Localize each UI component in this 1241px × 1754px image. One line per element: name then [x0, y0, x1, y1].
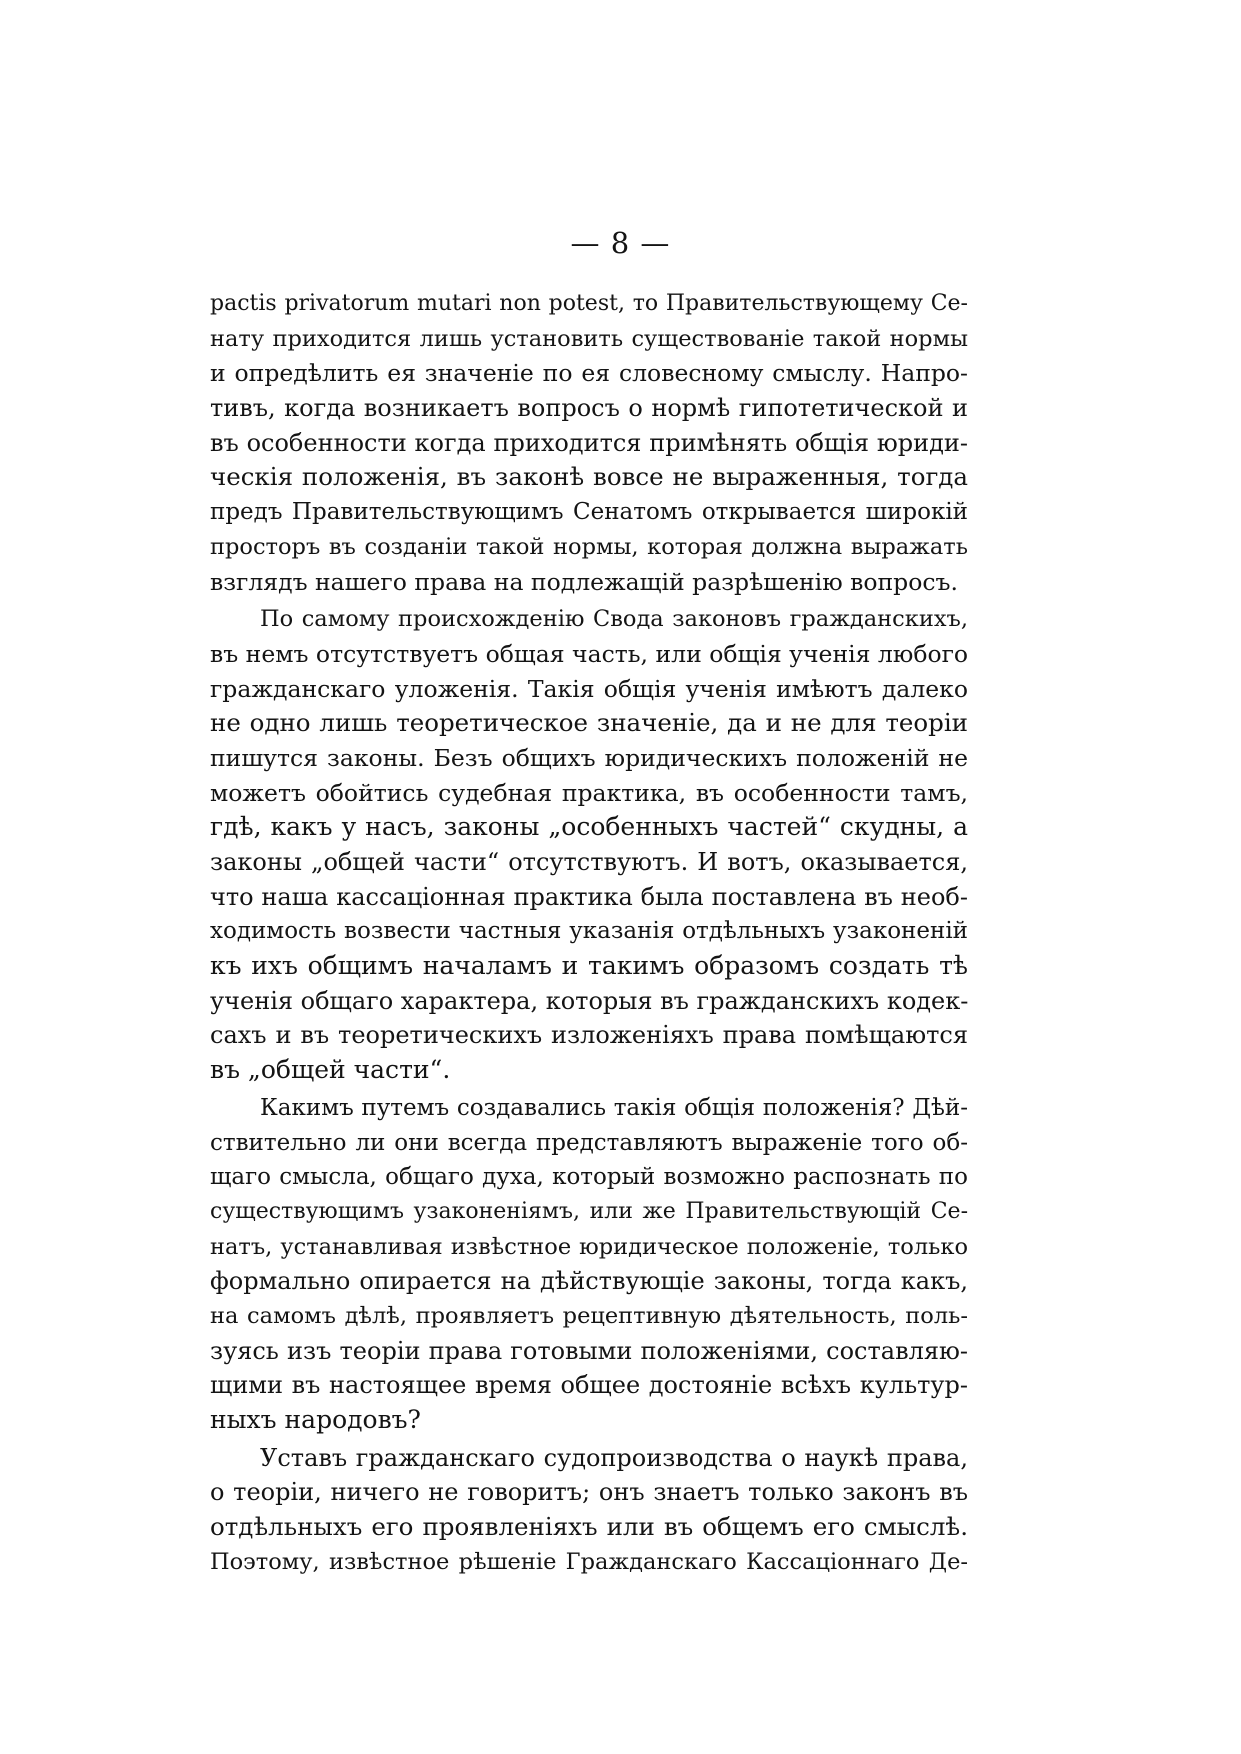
text-line: и опредѣлить ея значеніе по ея словесному смыслу. Напро- [210, 359, 968, 388]
text-line: Какимъ путемъ создавались такія общія положенія? Дѣй- [260, 1094, 968, 1121]
text-line: формально опирается на дѣйствующіе законы, тогда какъ, [210, 1267, 968, 1296]
text-line: существующимъ узаконеніямъ, или же Правительствующій Се- [210, 1198, 968, 1224]
text-line: можетъ обойтись судебная практика, въ особенности тамъ, [210, 778, 968, 807]
text-line: По самому происхожденію Свода законовъ гражданскихъ, [260, 606, 968, 633]
page-number: — 8 — [570, 226, 671, 260]
text-line: ствительно ли они всегда представляютъ выраженіе того об- [210, 1129, 968, 1156]
text-line: ученія общаго характера, которыя въ гражданскихъ кодек- [210, 986, 969, 1015]
text-line: ческія положенія, въ законѣ вовсе не выраженныя, тогда [210, 462, 968, 492]
paragraph-3 [210, 1091, 968, 1438]
text-line: не одно лишь теоретическое значеніе, да и не для теоріи [210, 708, 968, 738]
text-line: щаго смысла, общаго духа, который возможно распознать по [210, 1164, 968, 1191]
text-line: ныхъ народовъ? [210, 1405, 421, 1434]
text-line: натъ, устанавливая извѣстное юридическое положеніе, только [210, 1233, 968, 1260]
text-line: въ немъ отсутствуетъ общая часть, или общія ученія любого [210, 639, 969, 668]
text-line: о теоріи, ничего не говоритъ; онъ знаетъ только законъ въ [210, 1478, 968, 1507]
text-line: зуясь изъ теоріи права готовыми положеніями, составляю- [210, 1336, 968, 1365]
text-line: предъ Правительствующимъ Сенатомъ открывается широкій [210, 499, 968, 526]
paragraph-1 [210, 287, 968, 599]
text-line: къ ихъ общимъ началамъ и такимъ образомъ создать тѣ [210, 951, 968, 981]
text-line: на самомъ дѣлѣ, проявляетъ рецептивную дѣятельность, поль- [210, 1302, 968, 1329]
text-line: отдѣльныхъ его проявленіяхъ или въ общемъ его смыслѣ. [210, 1512, 968, 1542]
text-line: нату приходится лишь установить существованіе такой нормы [210, 325, 968, 352]
text-line: Поэтому, извѣстное рѣшеніе Гражданскаго Кассаціоннаго Де- [210, 1548, 968, 1575]
text-line: тивъ, когда возникаетъ вопросъ о нормѣ гипотетической и [210, 394, 968, 423]
text-line: Уставъ гражданскаго судопроизводства о наукѣ права, [260, 1443, 968, 1472]
text-line: въ „общей части“. [210, 1055, 451, 1085]
text-line: щими въ настоящее время общее достояніе всѣхъ культур- [210, 1371, 968, 1400]
text-line: просторъ въ созданіи такой нормы, которая должна выражать [210, 533, 968, 560]
text-line: пишутся законы. Безъ общихъ юридическихъ положеній не [210, 743, 968, 772]
text-line: что наша кассаціонная практика была поставлена въ необ- [210, 882, 968, 911]
text-line: гражданскаго уложенія. Такія общія ученія имѣютъ далеко [210, 674, 968, 703]
text-line: pactis privatorum mutari non potest, то Правительствующему Се- [210, 291, 968, 316]
text-line: въ особенности когда приходится примѣнять общія юриди- [210, 428, 968, 457]
text-line: сахъ и въ теоретическихъ изложеніяхъ права помѣщаются [210, 1021, 968, 1050]
text-line: гдѣ, какъ у насъ, законы „особенныхъ частей“ скудны, а [210, 812, 968, 842]
body-text [210, 287, 968, 1579]
paragraph-4 [210, 1441, 968, 1580]
paragraph-2 [210, 602, 968, 1088]
text-line: взглядъ нашего права на подлежащій разрѣшенію вопросъ. [210, 567, 958, 596]
text-line: ходимость возвести частныя указанія отдѣльныхъ узаконеній [210, 918, 968, 945]
text-line: законы „общей части“ отсутствуютъ. И вотъ, оказывается, [210, 848, 968, 876]
